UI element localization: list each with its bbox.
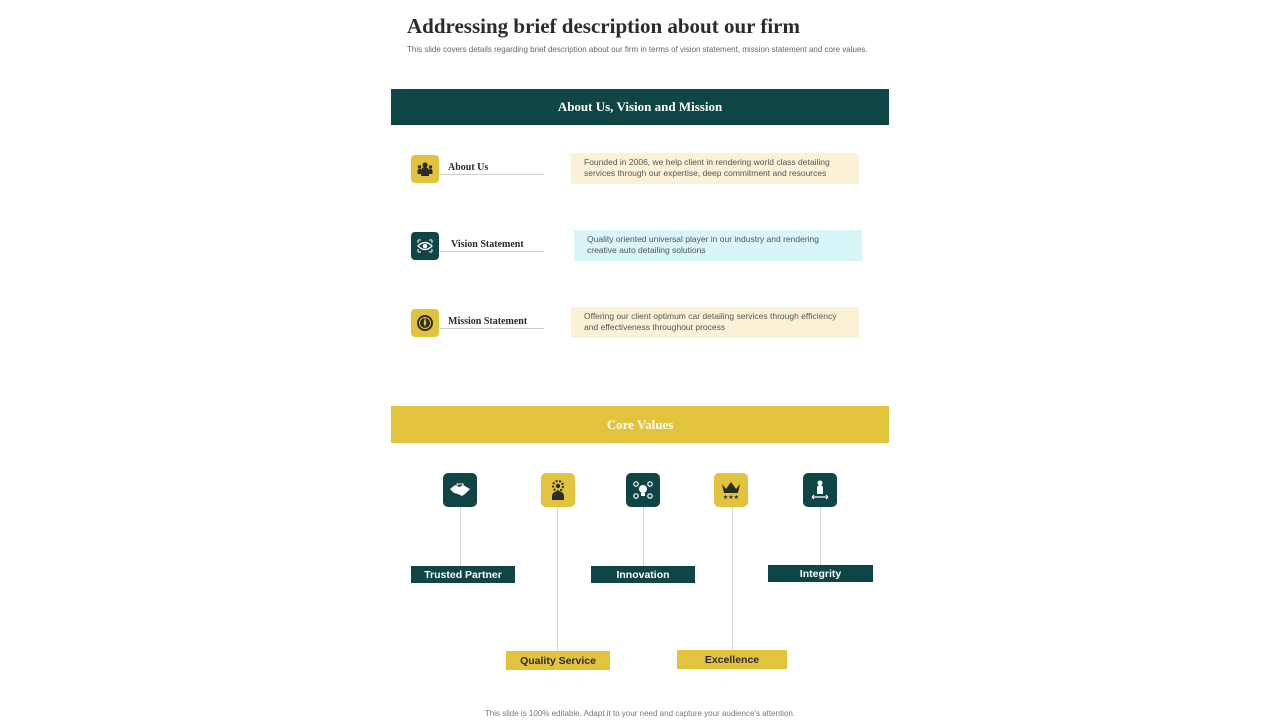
mission-description: Offering our client optimum car detailing services through efficiency and effectiveness throughout process: [571, 307, 859, 338]
team-icon: [411, 155, 439, 183]
compass-icon: [411, 309, 439, 337]
row-divider: [440, 328, 544, 329]
page-title: Addressing brief description about our firm: [407, 14, 800, 38]
connector-line: [460, 507, 461, 566]
page-subtitle: This slide covers details regarding brief description about our firm in terms of vision statement, mission statement and core values.: [407, 45, 868, 54]
connector-line: [643, 507, 644, 566]
row-divider: [440, 251, 544, 252]
lightbulb-gears-icon: [626, 473, 660, 507]
about-section-header: [391, 89, 889, 125]
row-label-mission: Mission Statement: [448, 316, 528, 327]
eye-target-icon: [411, 232, 439, 260]
footer-note: This slide is 100% editable. Adapt it to your need and capture your audience's attention.: [484, 709, 796, 718]
vision-description: Quality oriented universal player in our industry and rendering creative auto detailing solutions: [574, 230, 862, 261]
svg-text:★★★: ★★★: [722, 494, 740, 500]
core-value-innovation: Innovation: [591, 566, 695, 583]
about-us-description: Founded in 2006, we help client in rendering world class detailing services through our expertise, deep commitment and resources: [571, 153, 859, 184]
core-value-integrity: Integrity: [768, 565, 873, 582]
connector-line: [820, 507, 821, 566]
person-gear-icon: [541, 473, 575, 507]
core-value-trusted-partner: Trusted Partner: [411, 566, 515, 583]
person-podium-icon: [803, 473, 837, 507]
core-value-quality-service: Quality Service: [506, 651, 610, 670]
connector-line: [732, 507, 733, 651]
row-label-vision: Vision Statement: [451, 239, 524, 250]
row-label-about-us: About Us: [448, 162, 489, 173]
core-value-excellence: Excellence: [677, 650, 787, 669]
connector-line: [557, 507, 558, 651]
row-divider: [440, 174, 544, 175]
crown-stars-icon: [714, 473, 748, 507]
handshake-icon: [443, 473, 477, 507]
about-section-heading: About Us, Vision and Mission: [557, 99, 723, 114]
core-values-header: [391, 406, 889, 443]
core-values-heading: Core Values: [606, 416, 674, 432]
